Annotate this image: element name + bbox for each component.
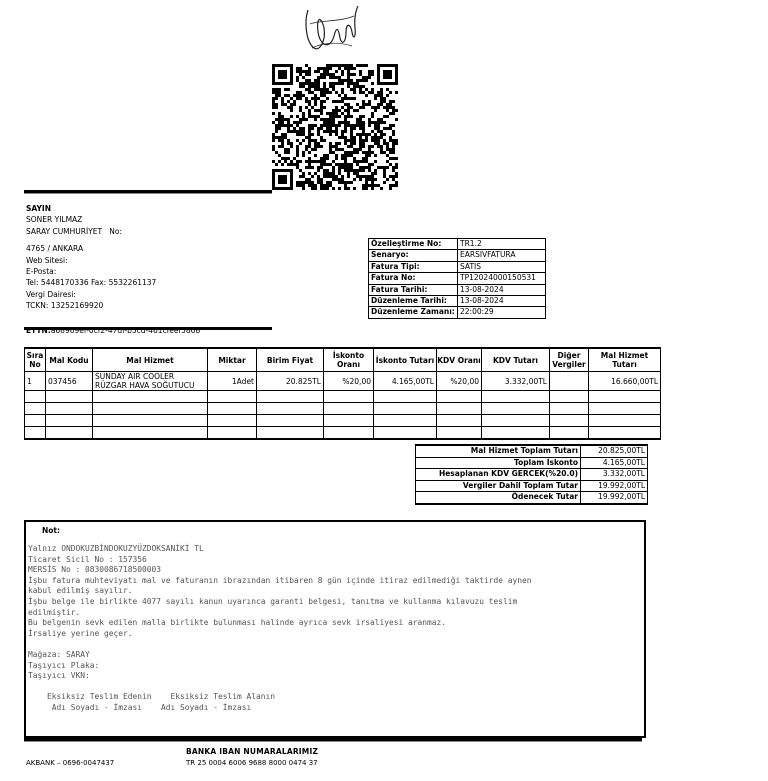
totals-row bbox=[416, 445, 648, 457]
col-header-kod: Mal Kodu bbox=[46, 348, 93, 372]
col-header-miktar: Miktar bbox=[208, 348, 257, 372]
notes-title: Not: bbox=[42, 526, 61, 535]
totals-row bbox=[416, 492, 648, 504]
bank-iban-block bbox=[24, 738, 642, 781]
col-header-kdv-orani: KDV Oranı bbox=[437, 348, 482, 372]
totals-label: Toplam İskonto bbox=[416, 457, 581, 469]
buyer-tax-office: Vergi Dairesi: bbox=[26, 289, 76, 299]
notes-line bbox=[28, 682, 532, 693]
meta-value: TP12024000150531 bbox=[458, 273, 546, 284]
notes-line bbox=[28, 639, 532, 650]
buyer-title: SAYIN bbox=[26, 204, 51, 213]
notes-body bbox=[28, 544, 532, 714]
meta-row bbox=[369, 250, 546, 261]
totals-row bbox=[416, 469, 648, 481]
buyer-city: 4765 / ANKARA bbox=[26, 244, 84, 254]
notes-line: Ticaret Sicil No : 157356 bbox=[28, 554, 147, 564]
bank-title: BANKA IBAN NUMARALARIMIZ bbox=[186, 747, 319, 756]
buyer-email: E-Posta: bbox=[26, 267, 57, 277]
notes-line: İşbu belge ile birlikte 4077 sayılı kanun uyarınca garanti belgesi, tanıtma ve kullanma kılavuzu teslim bbox=[28, 596, 518, 606]
cell-miktar: 1Adet bbox=[208, 372, 257, 391]
notes-line: Yalnız ONDOKUZBİNDOKUZYÜZDOKSANİKİ TL bbox=[28, 544, 204, 553]
buyer-phone: Tel: 5448170336 Fax: 5532261137 bbox=[26, 278, 157, 288]
notes-line: Bu belgenin sevk edilen malla birlikte bulunması halinde ayrıca sevk irsaliyesi aranmaz. bbox=[28, 618, 447, 628]
totals-label: Vergiler Dahil Toplam Tutar bbox=[416, 480, 581, 492]
totals-value: 20.825,00TL bbox=[581, 445, 648, 457]
buyer-address: SARAY CUMHURİYET No: bbox=[26, 226, 122, 236]
totals-value: 4.165,00TL bbox=[581, 457, 648, 469]
table-row-empty bbox=[25, 427, 661, 440]
meta-value: 13-08-2024 bbox=[458, 296, 546, 307]
meta-row bbox=[369, 273, 546, 284]
cell-kdv-orani: %20,00 bbox=[437, 372, 482, 391]
bank-iban: TR 25 0004 6006 9688 8000 0474 37 bbox=[186, 759, 318, 767]
notes-line: Mağaza: SARAY bbox=[28, 649, 90, 659]
notes-line: Adı Soyadı - İmzası Adı Soyadı - İmzası bbox=[28, 702, 252, 712]
meta-row bbox=[369, 296, 546, 307]
signature-image bbox=[300, 2, 362, 54]
col-header-kdv-tutari: KDV Tutarı bbox=[482, 348, 550, 372]
meta-value: EARSIVFATURA bbox=[458, 250, 546, 261]
totals-row bbox=[416, 480, 648, 492]
cell-sira: 1 bbox=[25, 372, 46, 391]
notes-line: İrsaliye yerine geçer. bbox=[28, 628, 133, 638]
notes-line: İşbu fatura muhteviyatı mal ve faturanın ibrazından itibaren 8 gün içinde itiraz edilmediği taktirde aynen bbox=[28, 575, 532, 585]
cell-fiyat: 20.825TL bbox=[257, 372, 324, 391]
totals-value: 3.332,00TL bbox=[581, 469, 648, 481]
cell-iskonto-tutari: 4.165,00TL bbox=[374, 372, 437, 391]
totals-table bbox=[415, 444, 648, 505]
meta-value: TR1.2 bbox=[458, 239, 546, 250]
meta-key: Fatura No: bbox=[369, 273, 458, 284]
table-row-empty bbox=[25, 415, 661, 427]
notes-line: MERSİS No : 0830086718500003 bbox=[28, 565, 162, 575]
meta-key: Düzenleme Zamanı: bbox=[369, 307, 458, 318]
notes-line: kabul edilmiş sayılır. bbox=[28, 586, 133, 596]
qr-code bbox=[272, 64, 398, 190]
notes-line: Taşıyıcı VKN: bbox=[28, 671, 90, 681]
meta-row bbox=[369, 239, 546, 250]
meta-value: 13-08-2024 bbox=[458, 284, 546, 295]
meta-row bbox=[369, 261, 546, 272]
cell-diger-vergiler bbox=[550, 372, 589, 391]
col-header-fiyat: Birim Fiyat bbox=[257, 348, 324, 372]
totals-value: 19.992,00TL bbox=[581, 492, 648, 504]
cell-hizmet: SUNDAY AIR COOLER RÜZGAR HAVA SOĞUTUCU bbox=[93, 372, 208, 391]
cell-kdv-tutari: 3.332,00TL bbox=[482, 372, 550, 391]
buyer-website: Web Sitesi: bbox=[26, 255, 68, 265]
meta-row bbox=[369, 307, 546, 318]
table-row-empty bbox=[25, 391, 661, 403]
meta-key: Özelleştirme No: bbox=[369, 239, 458, 250]
meta-key: Düzenleme Tarihi: bbox=[369, 296, 458, 307]
invoice-meta-table bbox=[368, 238, 546, 319]
table-row bbox=[25, 372, 661, 391]
ettn-value: a68969ef-0cf2-47df-b3cd-461cfeef5868 bbox=[50, 326, 201, 335]
meta-value: 22:00:29 bbox=[458, 307, 546, 318]
totals-label: Hesaplanan KDV GERCEK(%20.0) bbox=[416, 469, 581, 481]
meta-key: Senaryo: bbox=[369, 250, 458, 261]
col-header-sira: Sıra No bbox=[25, 348, 46, 372]
table-row-empty bbox=[25, 403, 661, 415]
cell-kod: 037456 bbox=[46, 372, 93, 391]
col-header-hizmet: Mal Hizmet bbox=[93, 348, 208, 372]
totals-row bbox=[416, 457, 648, 469]
totals-value: 19.992,00TL bbox=[581, 480, 648, 492]
meta-key: Fatura Tarihi: bbox=[369, 284, 458, 295]
cell-toplam: 16.660,00TL bbox=[589, 372, 661, 391]
buyer-name: SONER YILMAZ bbox=[26, 215, 83, 225]
invoice-items-table bbox=[24, 347, 661, 440]
col-header-diger-vergiler: Diğer Vergiler bbox=[550, 348, 589, 372]
col-header-iskonto-orani: İskonto Oranı bbox=[324, 348, 374, 372]
cell-iskonto-orani: %20,00 bbox=[324, 372, 374, 391]
meta-row bbox=[369, 284, 546, 295]
items-header-row bbox=[25, 348, 661, 372]
buyer-info-block bbox=[24, 190, 272, 330]
notes-box bbox=[24, 520, 646, 738]
meta-key: Fatura Tipi: bbox=[369, 261, 458, 272]
buyer-tckn: TCKN: 13252169920 bbox=[26, 301, 104, 311]
bank-account-left: AKBANK – 0696-0047437 bbox=[26, 759, 115, 767]
totals-label: Ödenecek Tutar bbox=[416, 492, 581, 504]
col-header-iskonto-tutari: İskonto Tutarı bbox=[374, 348, 437, 372]
totals-label: Mal Hizmet Toplam Tutarı bbox=[416, 445, 581, 457]
ettn-line bbox=[26, 326, 200, 335]
col-header-toplam: Mal Hizmet Tutarı bbox=[589, 348, 661, 372]
notes-line: Taşıyıcı Plaka: bbox=[28, 660, 100, 670]
ettn-label: ETTN: bbox=[26, 326, 51, 335]
meta-value: SATIS bbox=[458, 261, 546, 272]
notes-line: edilmiştir. bbox=[28, 607, 81, 617]
notes-line: Eksiksiz Teslim Edenin Eksiksiz Teslim Alanın bbox=[28, 692, 276, 702]
